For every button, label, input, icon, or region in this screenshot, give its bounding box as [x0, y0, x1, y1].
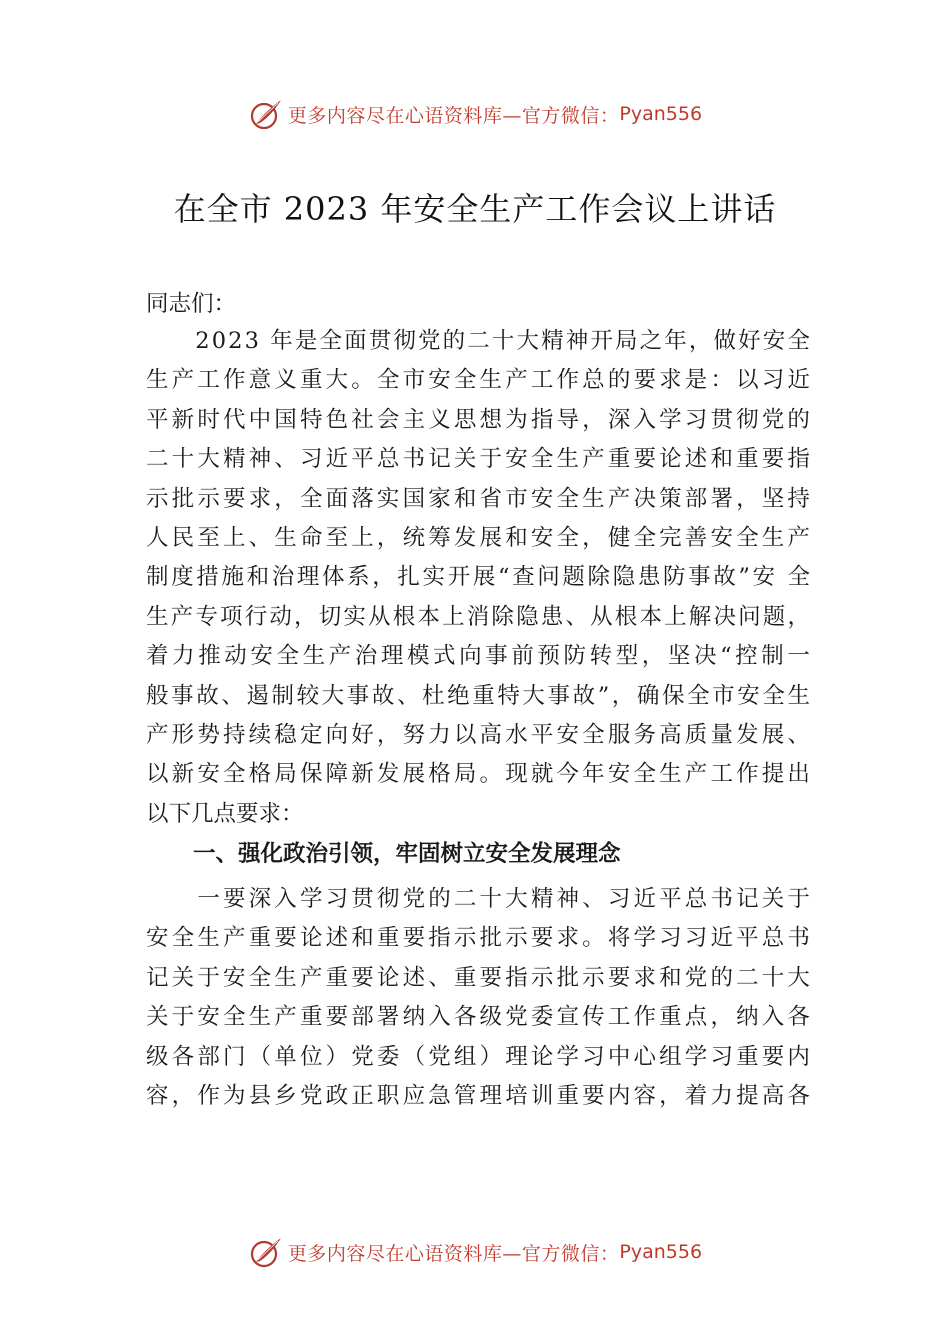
watermark-banner-top	[0, 92, 950, 136]
wechat-id: Pyan556	[619, 103, 703, 125]
text-line: 人 民 至 上 、 生 命 至 上 ， 统 筹 发 展 和 安 全 ， 健 全 完 善 安 全 生 产	[146, 524, 810, 551]
text-line: 般 事 故 、 遏 制 较 大 事 故 、 杜 绝 重 特 大 事 故 ” ， 确 保 全 市 安 全 生	[146, 682, 810, 709]
salutation: 同志们：	[146, 291, 237, 317]
text-line: 着 力 推 动 安 全 生 产 治 理 模 式 向 事 前 预 防 转 型 ， 坚 决 “ 控 制 一	[146, 643, 810, 670]
text-line: 级 各 部 门 （ 单 位 ） 党 委 （ 党 组 ） 理 论 学 习 中 心 组 学 习 重 要 内	[146, 1043, 810, 1070]
text-line: 安 全 生 产 重 要 论 述 和 重 要 指 示 批 示 要 求 。 将 学 习 习 近 平 总 书	[146, 925, 810, 952]
text-line: 制 度 措 施 和 治 理 体 系 ， 扎 实 开 展 “ 查 问 题 除 隐 患 防 事 故 ” 安 全	[146, 564, 810, 591]
watermark-text: 更多内容尽在心语资料库—官方微信：	[287, 104, 620, 127]
section-heading-1: 一、强化政治引领，牢固树立安全发展理念	[193, 841, 621, 867]
watermark-text: 更多内容尽在心语资料库—官方微信：	[287, 1242, 620, 1265]
text-line: 以下几点要求：	[146, 800, 304, 827]
text-line: 平 新 时 代 中 国 特 色 社 会 主 义 思 想 为 指 导 ， 深 入 学 习 贯 彻 党 的	[146, 406, 810, 433]
text-line: 产 形 势 持 续 稳 定 向 好 ， 努 力 以 高 水 平 安 全 服 务 高 质 量 发 展 、	[146, 721, 810, 748]
quill-logo-icon	[248, 1234, 284, 1270]
text-line: 记 关 于 安 全 生 产 重 要 论 述 、 重 要 指 示 批 示 要 求 和 党 的 二 十 大	[146, 964, 810, 991]
text-line: 一 要 深 入 学 习 贯 彻 党 的 二 十 大 精 神 、 习 近 平 总 书 记 关 于	[197, 886, 810, 912]
text-line: 容 ， 作 为 县 乡 党 政 正 职 应 急 管 理 培 训 重 要 内 容 ， 着 力 提 高 各	[146, 1082, 810, 1109]
text-line: 二 十 大 精 神 、 习 近 平 总 书 记 关 于 安 全 生 产 重 要 论 述 和 重 要 指	[146, 446, 810, 473]
document-title: 在全市 2023 年安全生产工作会议上讲话	[173, 190, 777, 228]
text-line: 生 产 专 项 行 动 ， 切 实 从 根 本 上 消 除 隐 患 、 从 根 本 上 解 决 问 题 ，	[146, 603, 810, 630]
text-line: 关 于 安 全 生 产 重 要 部 署 纳 入 各 级 党 委 宣 传 工 作 重 点 ， 纳 入 各	[146, 1004, 810, 1031]
quill-logo-icon	[248, 96, 284, 132]
text-line: 示 批 示 要 求 ， 全 面 落 实 国 家 和 省 市 安 全 生 产 决 策 部 署 ， 坚 持	[146, 485, 810, 512]
text-line: 生 产 工 作 意 义 重 大 。 全 市 安 全 生 产 工 作 总 的 要 求 是 ： 以 习 近	[146, 367, 810, 394]
text-line: 2 0 2 3 年 是 全 面 贯 彻 党 的 二 十 大 精 神 开 局 之 年 ， 做 好 安 全	[195, 328, 810, 354]
paragraph-1	[146, 322, 810, 834]
wechat-id: Pyan556	[619, 1241, 703, 1263]
watermark-banner-bottom	[0, 1230, 950, 1274]
paragraph-2	[146, 880, 810, 1116]
text-line: 以 新 安 全 格 局 保 障 新 发 展 格 局 。 现 就 今 年 安 全 生 产 工 作 提 出	[146, 761, 810, 788]
